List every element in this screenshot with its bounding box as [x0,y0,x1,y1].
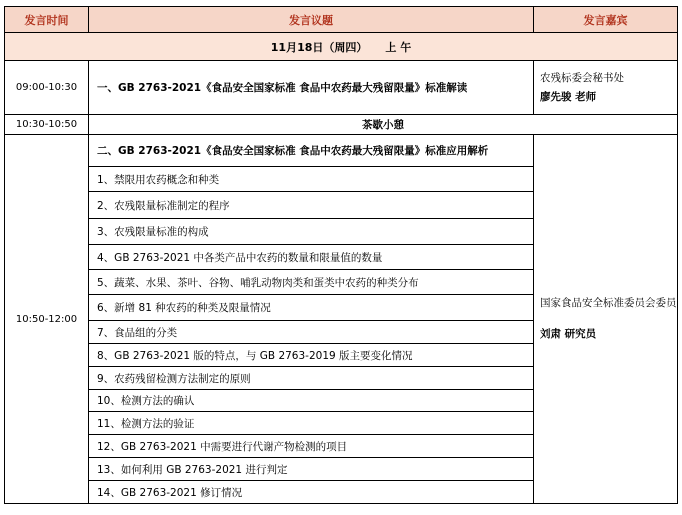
day-date: 11月18日（周四） [270,40,368,54]
agenda-item: 1、禁限用农药概念和种类 [89,167,534,192]
session1-speaker [534,61,678,115]
agenda-item: 13、如何利用 GB 2763-2021 进行判定 [89,458,534,481]
session1-topic: 一、GB 2763-2021《食品安全国家标准 食品中农药最大残留限量》标准解读 [89,61,534,115]
agenda-item: 6、新增 81 种农药的种类及限量情况 [89,295,534,321]
session1-time: 09:00-10:30 [5,61,89,115]
agenda-item: 4、GB 2763-2021 中各类产品中农药的数量和限量值的数量 [89,245,534,270]
agenda-item: 14、GB 2763-2021 修订情况 [89,481,534,504]
day-cell [5,33,678,61]
session2-title-row [5,135,678,167]
agenda-item: 7、食品组的分类 [89,321,534,344]
agenda-item: 9、农药残留检测方法制定的原则 [89,367,534,390]
agenda-item: 2、农残限量标准制定的程序 [89,192,534,219]
day-row [5,33,678,61]
break-row [5,115,678,135]
agenda-item: 12、GB 2763-2021 中需要进行代谢产物检测的项目 [89,435,534,458]
agenda-table [4,6,678,504]
session2-title: 二、GB 2763-2021《食品安全国家标准 食品中农药最大残留限量》标准应用解析 [89,135,534,167]
agenda-item: 3、农残限量标准的构成 [89,219,534,245]
break-label: 茶歇小憩 [89,115,678,135]
agenda-item: 8、GB 2763-2021 版的特点，与 GB 2763-2019 版主要变化情况 [89,344,534,367]
session2-speaker-name: 刘肃 研究员 [540,328,597,340]
agenda-item: 5、蔬菜、水果、茶叶、谷物、哺乳动物肉类和蛋类中农药的种类分布 [89,270,534,295]
agenda-item: 10、检测方法的确认 [89,390,534,412]
agenda-item: 11、检测方法的验证 [89,412,534,435]
header-row [5,7,678,33]
day-period: 上 午 [385,40,412,54]
session1-row [5,61,678,115]
session1-speaker-name: 廖先骏 老师 [540,90,597,103]
header-topic: 发言议题 [89,7,534,33]
session2-speaker-org: 国家食品安全标准委员会委员 [540,297,677,309]
session1-speaker-org: 农残标委会秘书处 [540,71,624,84]
header-speaker: 发言嘉宾 [534,7,678,33]
session2-speaker [534,135,678,504]
break-time: 10:30-10:50 [5,115,89,135]
session2-time: 10:50-12:00 [5,135,89,504]
header-time: 发言时间 [5,7,89,33]
